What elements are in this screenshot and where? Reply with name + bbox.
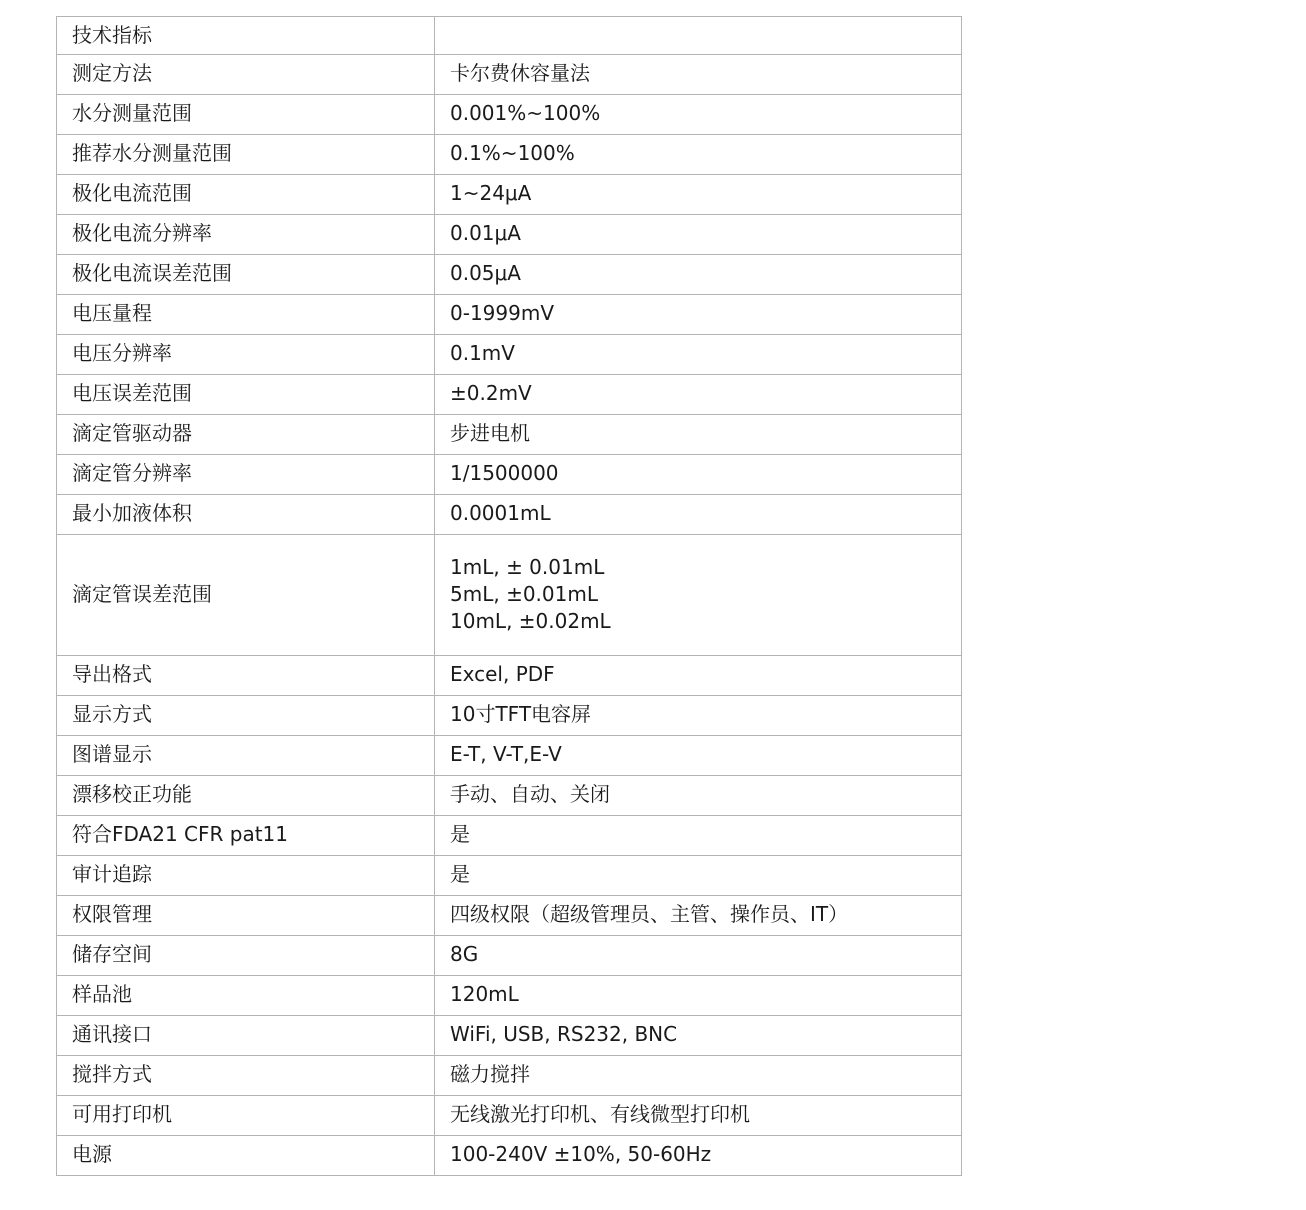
spec-value: 卡尔费休容量法 <box>435 55 962 95</box>
spec-name: 滴定管误差范围 <box>57 535 435 656</box>
spec-name: 通讯接口 <box>57 1016 435 1056</box>
table-row <box>57 736 962 776</box>
table-row <box>57 896 962 936</box>
spec-value: ±0.2mV <box>435 375 962 415</box>
spec-value: 0.1mV <box>435 335 962 375</box>
spec-name: 电源 <box>57 1136 435 1176</box>
spec-name: 审计追踪 <box>57 856 435 896</box>
spec-value: WiFi, USB, RS232, BNC <box>435 1016 962 1056</box>
spec-name: 图谱显示 <box>57 736 435 776</box>
spec-name: 滴定管驱动器 <box>57 415 435 455</box>
table-row <box>57 135 962 175</box>
spec-value-line: 1mL, ± 0.01mL <box>450 554 605 579</box>
spec-value: 手动、自动、关闭 <box>435 776 962 816</box>
spec-value: Excel, PDF <box>435 656 962 696</box>
spec-name: 极化电流误差范围 <box>57 255 435 295</box>
spec-name: 搅拌方式 <box>57 1056 435 1096</box>
spec-value: 四级权限（超级管理员、主管、操作员、IT） <box>435 896 962 936</box>
table-row <box>57 1016 962 1056</box>
spec-header-value <box>435 17 962 55</box>
table-row <box>57 976 962 1016</box>
spec-value: 无线激光打印机、有线微型打印机 <box>435 1096 962 1136</box>
spec-name: 滴定管分辨率 <box>57 455 435 495</box>
table-row <box>57 175 962 215</box>
table-row <box>57 856 962 896</box>
spec-value-line: 5mL, ±0.01mL <box>450 581 598 606</box>
spec-name: 测定方法 <box>57 55 435 95</box>
spec-value: 是 <box>435 856 962 896</box>
spec-value: E-T, V-T,E-V <box>435 736 962 776</box>
spec-name: 极化电流范围 <box>57 175 435 215</box>
spec-value: 0.001%~100% <box>435 95 962 135</box>
spec-value: 120mL <box>435 976 962 1016</box>
table-row <box>57 55 962 95</box>
spec-name: 推荐水分测量范围 <box>57 135 435 175</box>
table-row <box>57 495 962 535</box>
table-row <box>57 415 962 455</box>
spec-name: 电压误差范围 <box>57 375 435 415</box>
spec-value: 0.0001mL <box>435 495 962 535</box>
spec-name: 符合FDA21 CFR pat11 <box>57 816 435 856</box>
table-row <box>57 335 962 375</box>
table-row <box>57 1056 962 1096</box>
spec-value: 1~24μA <box>435 175 962 215</box>
table-row <box>57 375 962 415</box>
table-header-row <box>57 17 962 55</box>
spec-name: 漂移校正功能 <box>57 776 435 816</box>
spec-name: 导出格式 <box>57 656 435 696</box>
spec-value: 0.01μA <box>435 215 962 255</box>
spec-name: 权限管理 <box>57 896 435 936</box>
spec-value: 磁力搅拌 <box>435 1056 962 1096</box>
table-row <box>57 295 962 335</box>
table-row <box>57 816 962 856</box>
spec-table <box>56 16 962 1176</box>
spec-name: 极化电流分辨率 <box>57 215 435 255</box>
spec-value: 0.05μA <box>435 255 962 295</box>
spec-name: 最小加液体积 <box>57 495 435 535</box>
table-row <box>57 1136 962 1176</box>
table-row <box>57 656 962 696</box>
table-row <box>57 696 962 736</box>
table-row <box>57 95 962 135</box>
table-row <box>57 535 962 656</box>
spec-value: 0-1999mV <box>435 295 962 335</box>
spec-header-name: 技术指标 <box>57 17 435 55</box>
table-row <box>57 936 962 976</box>
table-row <box>57 455 962 495</box>
spec-name: 样品池 <box>57 976 435 1016</box>
spec-value-multiline <box>435 535 962 656</box>
spec-name: 电压量程 <box>57 295 435 335</box>
spec-value: 0.1%~100% <box>435 135 962 175</box>
spec-name: 显示方式 <box>57 696 435 736</box>
spec-value: 1/1500000 <box>435 455 962 495</box>
table-row <box>57 255 962 295</box>
spec-name: 水分测量范围 <box>57 95 435 135</box>
spec-name: 电压分辨率 <box>57 335 435 375</box>
spec-value: 步进电机 <box>435 415 962 455</box>
spec-value: 10寸TFT电容屏 <box>435 696 962 736</box>
spec-value: 100-240V ±10%, 50-60Hz <box>435 1136 962 1176</box>
spec-name: 储存空间 <box>57 936 435 976</box>
spec-value-line: 10mL, ±0.02mL <box>450 608 611 633</box>
table-row <box>57 776 962 816</box>
table-row <box>57 1096 962 1136</box>
spec-value: 是 <box>435 816 962 856</box>
spec-value: 8G <box>435 936 962 976</box>
spec-name: 可用打印机 <box>57 1096 435 1136</box>
table-row <box>57 215 962 255</box>
